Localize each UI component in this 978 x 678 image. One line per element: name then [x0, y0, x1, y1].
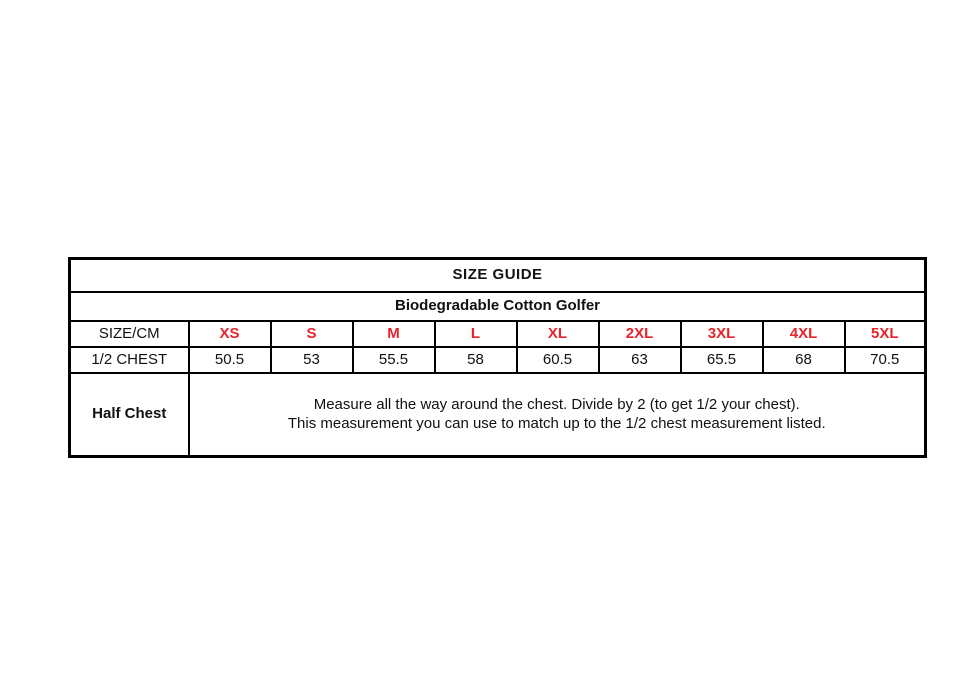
size-cell-s: S	[271, 321, 353, 347]
product-name: Biodegradable Cotton Golfer	[70, 292, 926, 321]
unit-label-cell: SIZE/CM	[70, 321, 189, 347]
half-chest-value-5xl: 70.5	[845, 347, 926, 373]
half-chest-value-4xl: 68	[763, 347, 845, 373]
half-chest-label-cell: 1/2 CHEST	[70, 347, 189, 373]
size-cell-xs: XS	[189, 321, 271, 347]
size-guide-table	[68, 257, 927, 458]
half-chest-value-3xl: 65.5	[681, 347, 763, 373]
note-line-1: Measure all the way around the chest. Divide by 2 (to get 1/2 your chest).	[313, 395, 800, 413]
note-line-2: This measurement you can use to match up to the 1/2 chest measurement listed.	[287, 414, 826, 432]
half-chest-value-m: 55.5	[353, 347, 435, 373]
size-guide-table-container	[68, 257, 924, 458]
half-chest-row	[70, 347, 926, 373]
size-cell-l: L	[435, 321, 517, 347]
half-chest-value-l: 58	[435, 347, 517, 373]
size-cell-xl: XL	[517, 321, 599, 347]
size-cell-m: M	[353, 321, 435, 347]
half-chest-value-2xl: 63	[599, 347, 681, 373]
size-cell-3xl: 3XL	[681, 321, 763, 347]
note-text-cell	[189, 373, 926, 457]
note-label-cell: Half Chest	[70, 373, 189, 457]
size-cell-5xl: 5XL	[845, 321, 926, 347]
half-chest-value-s: 53	[271, 347, 353, 373]
half-chest-value-xl: 60.5	[517, 347, 599, 373]
note-row	[70, 373, 926, 457]
size-cell-4xl: 4XL	[763, 321, 845, 347]
title-row	[70, 259, 926, 293]
subtitle-row	[70, 292, 926, 321]
size-cell-2xl: 2XL	[599, 321, 681, 347]
half-chest-value-xs: 50.5	[189, 347, 271, 373]
table-title: SIZE GUIDE	[70, 259, 926, 293]
size-header-row	[70, 321, 926, 347]
